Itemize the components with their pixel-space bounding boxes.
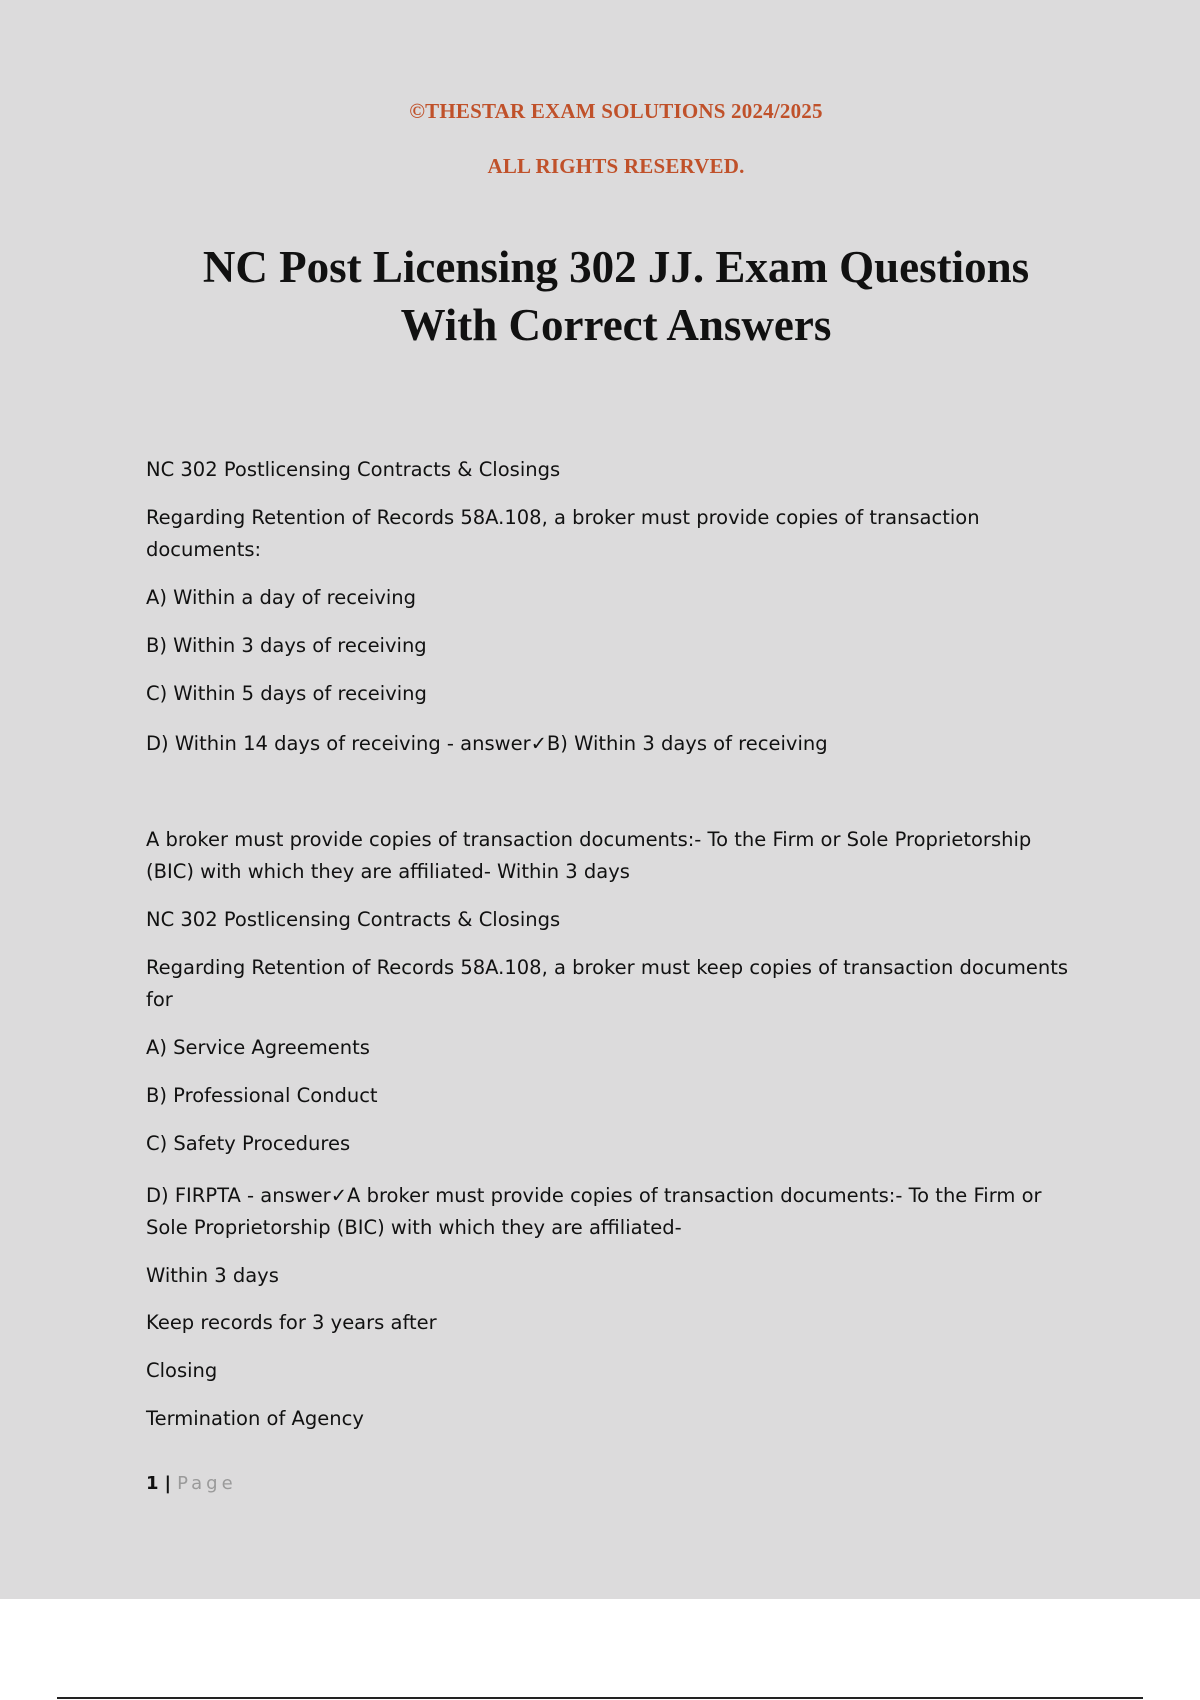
- q2-option-d-answer-line-2: Sole Proprietorship (BIC) with which they are affiliated-: [146, 1216, 682, 1239]
- copyright-header: ©THESTAR EXAM SOLUTIONS 2024/2025: [409, 99, 823, 123]
- q1-option-b: B) Within 3 days of receiving: [146, 634, 427, 657]
- title-line-1: NC Post Licensing 302 JJ. Exam Questions: [202, 242, 1030, 292]
- page-footer: [146, 1473, 237, 1494]
- q2-option-b: B) Professional Conduct: [146, 1084, 378, 1107]
- q1-option-d-answer: D) Within 14 days of receiving - answer✓B) Within 3 days of receiving: [146, 732, 828, 755]
- q1-option-c: C) Within 5 days of receiving: [146, 682, 427, 705]
- q2-option-a: A) Service Agreements: [146, 1036, 370, 1059]
- q1-question-line-1: Regarding Retention of Records 58A.108, a broker must provide copies of transaction: [146, 506, 980, 529]
- document-title: [0, 238, 1200, 354]
- q2-option-c: C) Safety Procedures: [146, 1132, 351, 1155]
- page-label: Page: [177, 1473, 237, 1494]
- rights-reserved-header: ALL RIGHTS RESERVED.: [487, 154, 745, 178]
- q2-question-line-2: for: [146, 988, 173, 1011]
- q2-category: NC 302 Postlicensing Contracts & Closings: [146, 908, 561, 931]
- q1-category: NC 302 Postlicensing Contracts & Closings: [146, 458, 561, 481]
- q2-answer-continued-1: Within 3 days: [146, 1264, 279, 1287]
- q2-answer-continued-4: Termination of Agency: [146, 1407, 364, 1430]
- q1-question-line-2: documents:: [146, 538, 262, 561]
- title-line-2: With Correct Answers: [400, 300, 832, 350]
- note-line-1: A broker must provide copies of transaction documents:- To the Firm or Sole Proprietorship: [146, 828, 1032, 851]
- q2-option-d-answer-line-1: D) FIRPTA - answer✓A broker must provide copies of transaction documents:- To the Firm or: [146, 1184, 1042, 1207]
- page-number: 1: [146, 1473, 159, 1494]
- q2-answer-continued-2: Keep records for 3 years after: [146, 1311, 437, 1334]
- note-line-2: (BIC) with which they are affiliated- Within 3 days: [146, 860, 630, 883]
- page-separator: |: [164, 1473, 172, 1494]
- next-page-top-rule: [57, 1697, 1143, 1699]
- q1-option-a: A) Within a day of receiving: [146, 586, 417, 609]
- q2-question-line-1: Regarding Retention of Records 58A.108, a broker must keep copies of transaction documents: [146, 956, 1069, 979]
- q2-answer-continued-3: Closing: [146, 1359, 218, 1382]
